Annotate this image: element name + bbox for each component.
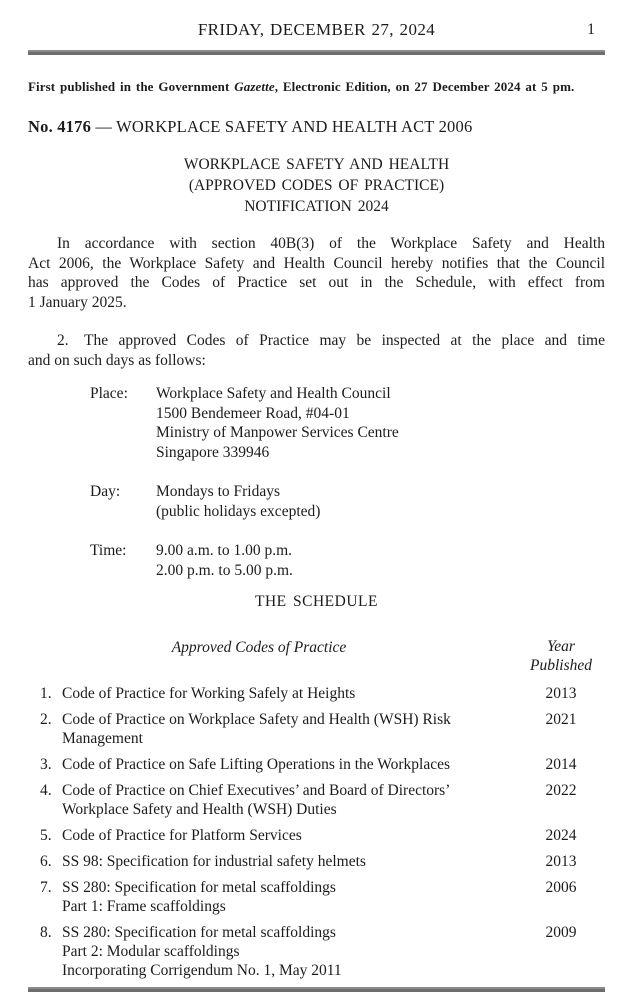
- title-line-2: (APPROVED CODES OF PRACTICE): [188, 177, 445, 194]
- header-date-line: FRIDAY, DECEMBER 27, 2024: [197, 20, 436, 39]
- table-row: [28, 826, 605, 845]
- detail-day: [28, 482, 605, 521]
- row-year: 2014: [545, 756, 577, 773]
- row-number: 6.: [40, 853, 52, 870]
- row-text-line: Code of Practice on Chief Executives’ and Board of Directors’: [62, 782, 451, 799]
- row-text-line: Incorporating Corrigendum No. 1, May 2011: [62, 962, 342, 979]
- paragraph-2-text: The approved Codes of Practice may be inspected at the place and time: [84, 332, 605, 349]
- notice-act-title: WORKPLACE SAFETY AND HEALTH ACT 2006: [116, 117, 473, 136]
- schedule-table: [28, 684, 605, 987]
- row-number: 2.: [40, 711, 52, 728]
- table-row: [28, 852, 605, 871]
- row-text: [62, 710, 490, 748]
- detail-value: [156, 482, 320, 521]
- detail-value-line: Mondays to Fridays: [156, 483, 280, 500]
- detail-label: Time:: [90, 542, 127, 559]
- page-number: 1: [587, 21, 595, 38]
- title-line-3: NOTIFICATION 2024: [244, 198, 389, 215]
- row-year: 2024: [545, 827, 577, 844]
- detail-time: [28, 541, 605, 580]
- detail-value-line: (public holidays excepted): [156, 502, 321, 520]
- row-text-line: Code of Practice on Workplace Safety and Health (WSH) Risk: [62, 711, 451, 728]
- row-text-line: SS 98: Specification for industrial safety helmets: [62, 853, 366, 870]
- paragraph-1-line: has approved the Codes of Practice set out in the Schedule, with effect from: [28, 274, 605, 291]
- paragraph-1-line: 1 January 2025.: [28, 293, 127, 311]
- row-year: 2009: [545, 924, 577, 941]
- detail-value: [156, 384, 399, 462]
- double-rule-bottom: [28, 987, 605, 992]
- paragraph-1-line: In accordance with section 40B(3) of the Workplace Safety and Health: [57, 235, 605, 252]
- detail-label: Day:: [90, 483, 121, 500]
- row-number: 4.: [40, 782, 52, 799]
- paragraph-2: [28, 331, 605, 370]
- schedule-column-headers: [28, 637, 605, 675]
- row-year: 2013: [545, 685, 577, 702]
- paragraph-2-line: and on such days as follows:: [28, 351, 206, 369]
- row-text-line: Code of Practice for Platform Services: [62, 827, 302, 844]
- row-year: 2006: [545, 879, 577, 896]
- row-text-line: Part 1: Frame scaffoldings: [62, 898, 226, 915]
- row-number: 5.: [40, 827, 52, 844]
- schedule-col1-header: Approved Codes of Practice: [171, 639, 347, 656]
- double-rule-top: [28, 50, 605, 55]
- notice-number: No. 4176: [28, 117, 92, 136]
- paragraph-1-line: Act 2006, the Workplace Safety and Health Council hereby notifies that the Council: [28, 254, 605, 272]
- table-row: [28, 878, 605, 916]
- row-number: 3.: [40, 756, 52, 773]
- row-year: 2022: [545, 782, 577, 799]
- inspection-details: [28, 384, 605, 580]
- paragraph-2-number: 2.: [57, 332, 69, 349]
- publication-note-prefix: First published in the Government: [28, 79, 235, 94]
- paragraph-1: [28, 234, 605, 312]
- notification-title: [28, 154, 605, 217]
- row-number: 7.: [40, 879, 52, 896]
- row-text: [62, 852, 490, 871]
- detail-place: [28, 384, 605, 462]
- row-text: [62, 781, 490, 819]
- notice-dash: —: [95, 117, 113, 136]
- row-text-line: Management: [62, 730, 143, 747]
- schedule-col2-header-line: Published: [530, 657, 592, 674]
- row-text-line: Code of Practice on Safe Lifting Operations in the Workplaces: [62, 756, 451, 773]
- table-row: [28, 684, 605, 703]
- schedule-col2-header-line: Year: [547, 638, 575, 655]
- row-text-line: Workplace Safety and Health (WSH) Duties: [62, 801, 337, 818]
- table-row: [28, 710, 605, 748]
- row-text-line: SS 280: Specification for metal scaffoldings: [62, 924, 336, 941]
- publication-note-suffix: , Electronic Edition, on 27 December 2024 at 5 pm.: [274, 79, 575, 94]
- row-text: [62, 684, 490, 703]
- row-number: 8.: [40, 924, 52, 941]
- detail-value-line: Workplace Safety and Health Council: [156, 385, 391, 402]
- schedule-heading: THE SCHEDULE: [255, 593, 378, 610]
- gazette-italic: Gazette: [234, 79, 275, 94]
- notice-heading: [28, 117, 605, 137]
- row-text-line: Code of Practice for Working Safely at Heights: [62, 685, 356, 702]
- title-line-1: WORKPLACE SAFETY AND HEALTH: [183, 156, 450, 173]
- schedule-col2-header: [517, 637, 605, 675]
- detail-value-line: 9.00 a.m. to 1.00 p.m.: [156, 542, 293, 559]
- page-header: [28, 20, 605, 40]
- row-number: 1.: [40, 685, 52, 702]
- table-row: [28, 755, 605, 774]
- paragraph-2-line: [28, 331, 605, 351]
- row-text: [62, 878, 490, 916]
- row-text: [62, 923, 490, 980]
- row-text: [62, 826, 490, 845]
- row-year: 2021: [545, 711, 577, 728]
- detail-value-line: 2.00 p.m. to 5.00 p.m.: [156, 561, 293, 579]
- table-row: [28, 923, 605, 980]
- detail-value-line: 1500 Bendemeer Road, #04-01: [156, 404, 350, 422]
- detail-value-line: Ministry of Manpower Services Centre: [156, 424, 399, 441]
- detail-value-line: Singapore 339946: [156, 443, 270, 461]
- row-text-line: SS 280: Specification for metal scaffoldings: [62, 879, 336, 896]
- table-row: [28, 781, 605, 819]
- detail-value: [156, 541, 293, 580]
- row-year: 2013: [545, 853, 577, 870]
- detail-label: Place:: [90, 385, 128, 402]
- publication-note: [28, 79, 605, 95]
- row-text: [62, 755, 490, 774]
- row-text-line: Part 2: Modular scaffoldings: [62, 943, 240, 960]
